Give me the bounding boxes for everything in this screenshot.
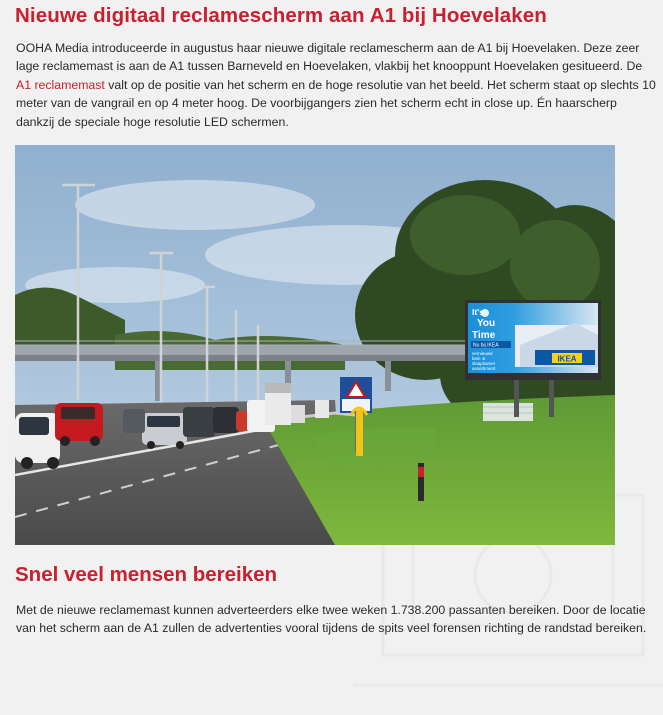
billboard-ikea-logo: IKEA [557, 354, 577, 364]
billboard-headline-2: You [477, 318, 496, 329]
reach-paragraph: Met de nieuwe reclamemast kunnen adverteerders elke twee weken 1.738.200 passanten bereiken. Door de locatie van het scherm aan de A1 zullen de advertenties vooral tijdens de spits veel forensen richting de randstad bereiken. [16, 603, 647, 636]
billboard-sub-4: assortiment [472, 366, 496, 371]
billboard-headline-1: It's [472, 307, 484, 317]
billboard-sub-2: bed- & [472, 356, 486, 361]
a1-reclamemast-link[interactable]: A1 reclamemast [16, 77, 105, 92]
billboard-sub-1: vernieuwd [472, 351, 493, 356]
section-title-reach: Snel veel mensen bereiken [15, 563, 278, 586]
billboard-sub-3: slaapkamer [472, 361, 496, 366]
intro-paragraph [16, 39, 656, 131]
billboard-tag: Nu bij IKEA [473, 342, 499, 349]
highway-billboard-photo [15, 145, 615, 545]
intro-text-1: OOHA Media introduceerde in augustus haar nieuwe digitale reclamescherm aan de A1 bij Hoevelaken. Deze zeer lage reclamemast is aan de A1 tussen Barneveld en Hoevelaken, vlakbij het knooppunt Hoevelaken gesitueerd. De [16, 41, 643, 74]
billboard-headline-3: Time [472, 330, 496, 341]
article-title: Nieuwe digitaal reclamescherm aan A1 bij Hoevelaken [15, 4, 547, 27]
intro-text-2: valt op de positie van het scherm en de hoge resolutie van het beeld. Het scherm staat op slechts 10 meter van de vangrail en op 4 meter hoog. De voorbijgangers zien het scherm echt in close up. Én haarscherp dankzij de speciale hoge resolutie LED schermen. [16, 77, 656, 129]
